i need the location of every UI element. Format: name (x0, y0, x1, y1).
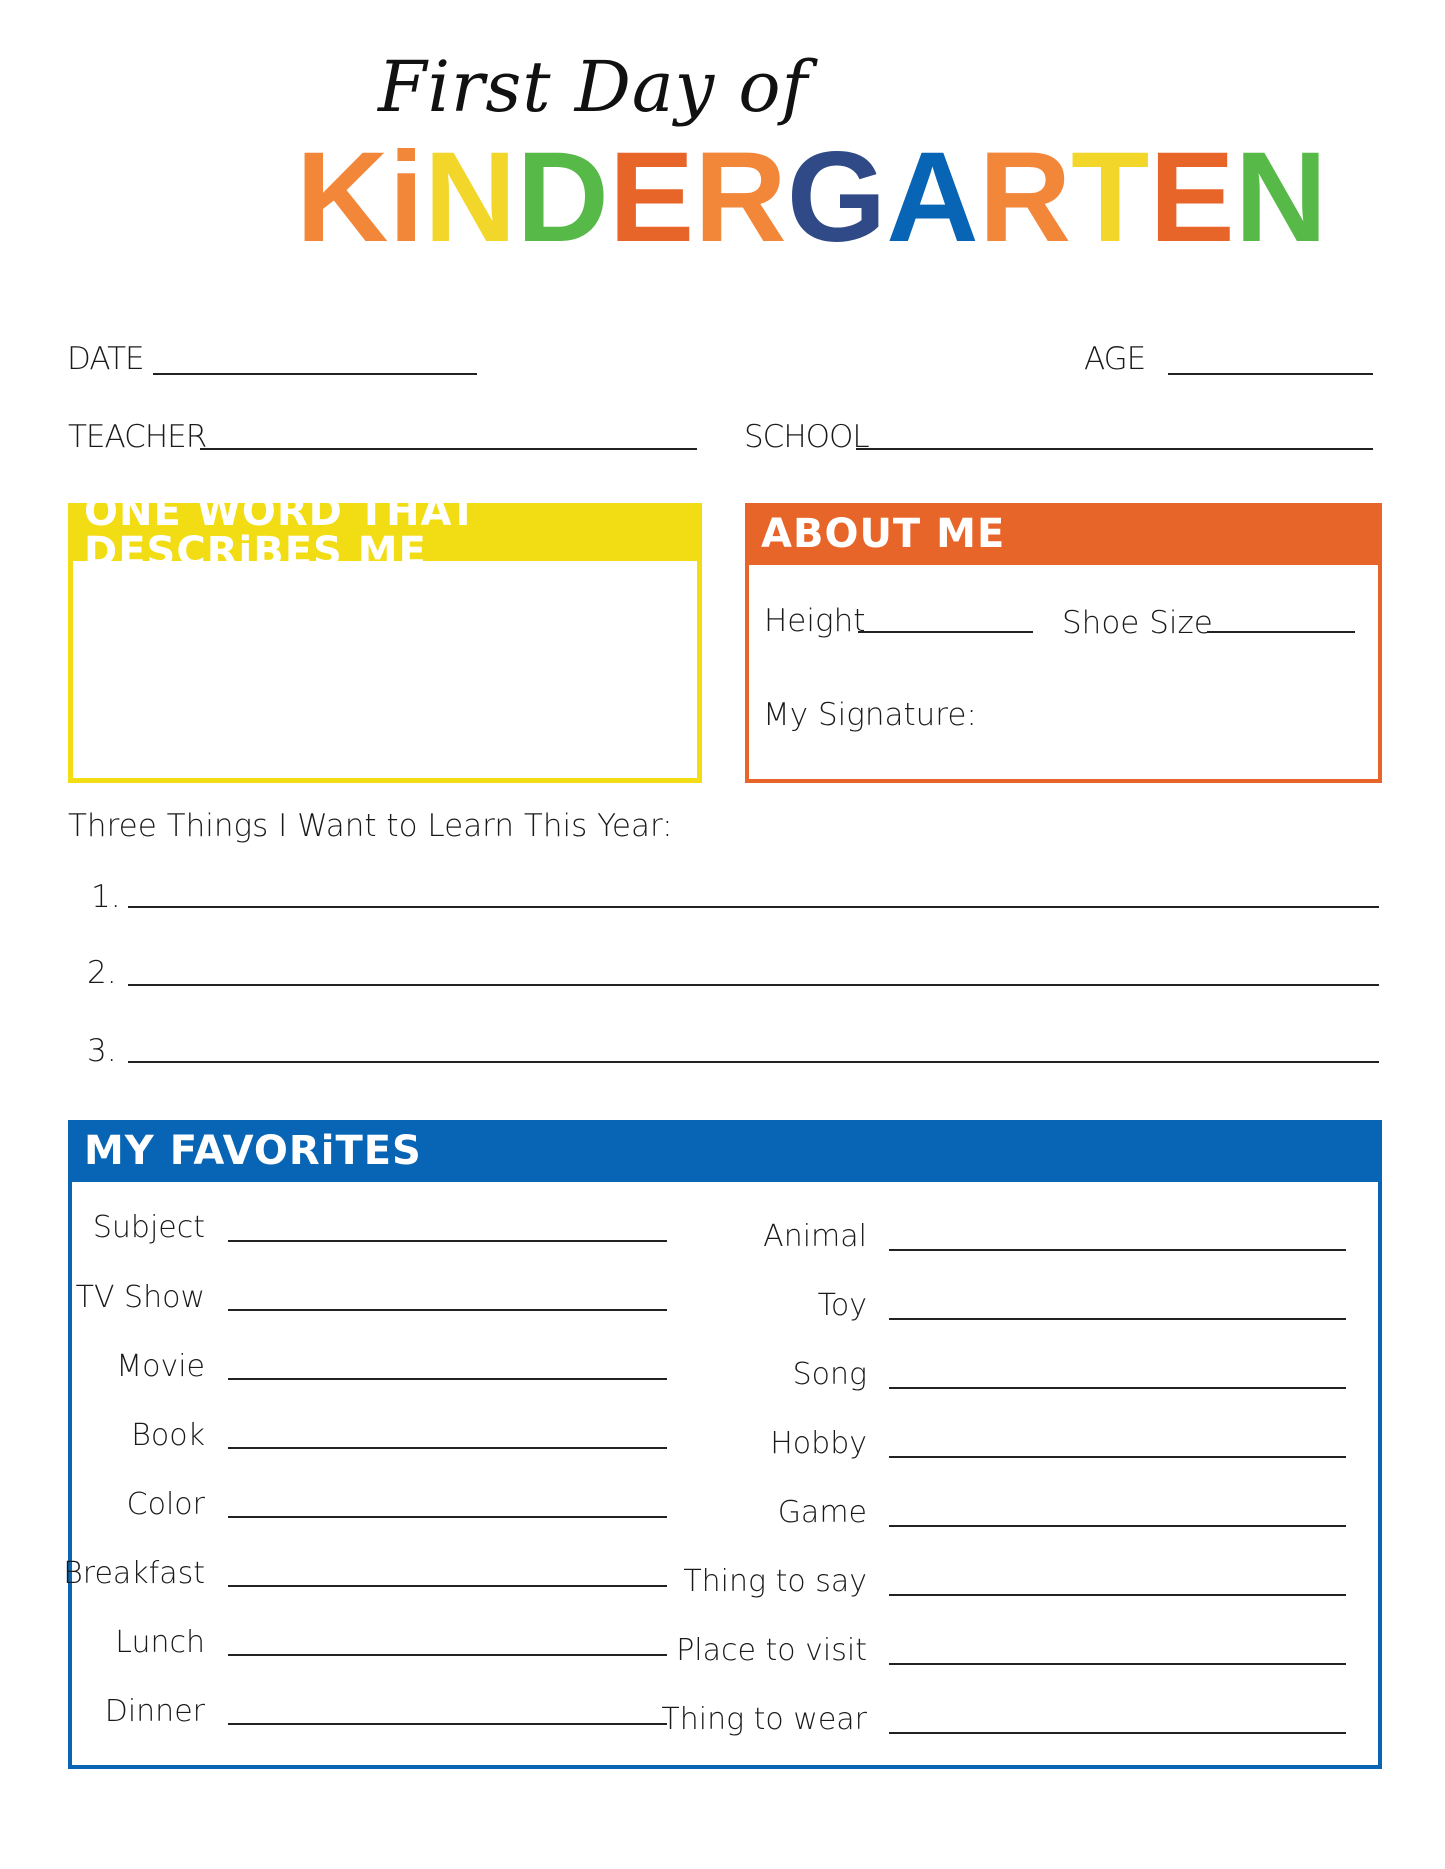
favorite-line-place-to-visit[interactable] (889, 1663, 1346, 1665)
favorite-line-toy[interactable] (889, 1318, 1346, 1320)
favorite-label-breakfast: Breakfast (63, 1556, 205, 1591)
favorite-label-book: Book (131, 1418, 205, 1453)
favorite-label-subject: Subject (92, 1210, 205, 1245)
title-letter: K (296, 126, 389, 269)
learn-item-number: 2. (87, 955, 117, 991)
teacher-label: TEACHER (68, 419, 207, 455)
title-letter: R (978, 126, 1072, 269)
favorite-label-toy: Toy (817, 1288, 867, 1323)
favorites-box (68, 1120, 1382, 1769)
age-label: AGE (1084, 341, 1146, 377)
favorite-line-dinner[interactable] (228, 1723, 667, 1725)
learn-prompt: Three Things I Want to Learn This Year: (68, 808, 673, 844)
favorite-line-thing-to-say[interactable] (889, 1594, 1346, 1596)
learn-line-2[interactable] (128, 984, 1379, 986)
learn-line-1[interactable] (128, 906, 1379, 908)
title-letter: i (388, 126, 424, 269)
shoe-size-label: Shoe Size (1062, 605, 1213, 641)
date-label: DATE (67, 341, 144, 377)
age-line[interactable] (1168, 373, 1373, 375)
favorite-line-hobby[interactable] (889, 1456, 1346, 1458)
signature-label: My Signature: (763, 697, 977, 733)
title-letter: G (786, 126, 887, 269)
favorite-line-animal[interactable] (889, 1249, 1346, 1251)
title-letter: E (608, 126, 695, 269)
shoe-size-line[interactable] (1207, 631, 1355, 633)
title-kindergarten (296, 126, 1328, 269)
learn-line-3[interactable] (128, 1061, 1379, 1063)
title-letter: N (424, 126, 517, 269)
one-word-box[interactable] (68, 489, 702, 783)
favorite-line-book[interactable] (228, 1447, 667, 1449)
favorite-line-subject[interactable] (228, 1240, 667, 1242)
favorite-line-game[interactable] (889, 1525, 1346, 1527)
favorite-line-song[interactable] (889, 1387, 1346, 1389)
about-me-header: ABOUT ME (745, 503, 1382, 565)
favorite-label-movie: Movie (116, 1349, 205, 1384)
favorite-label-animal: Animal (763, 1219, 867, 1254)
favorite-label-color: Color (126, 1487, 205, 1522)
learn-item-number: 1. (91, 879, 121, 915)
school-line[interactable] (856, 448, 1373, 450)
title-letter: R (694, 126, 787, 269)
favorite-label-lunch: Lunch (115, 1625, 205, 1660)
favorite-line-color[interactable] (228, 1516, 667, 1518)
title-letter: T (1071, 126, 1150, 269)
title-script: First Day of (378, 46, 809, 128)
height-line[interactable] (858, 631, 1033, 633)
favorite-label-place-to-visit: Place to visit (676, 1633, 867, 1668)
favorites-header: MY FAVORiTES (68, 1120, 1382, 1182)
favorite-line-movie[interactable] (228, 1378, 667, 1380)
title-letter: D (516, 126, 609, 269)
date-line[interactable] (153, 373, 477, 375)
favorite-label-thing-to-say: Thing to say (683, 1564, 867, 1599)
favorite-label-thing-to-wear: Thing to wear (661, 1702, 867, 1737)
title-letter: E (1149, 126, 1235, 269)
favorite-line-breakfast[interactable] (228, 1585, 667, 1587)
school-label: SCHOOL (744, 419, 869, 455)
about-me-box (745, 503, 1382, 783)
one-word-header: ONE WORD THAT DESCRiBES ME (68, 503, 702, 561)
favorite-line-lunch[interactable] (228, 1654, 667, 1656)
learn-item-number: 3. (87, 1033, 117, 1069)
teacher-line[interactable] (200, 448, 697, 450)
favorite-label-dinner: Dinner (104, 1694, 205, 1729)
title-letter: N (1234, 126, 1328, 269)
title-letter: A (886, 126, 979, 269)
favorite-label-tv-show: TV Show (75, 1280, 205, 1315)
favorite-label-game: Game (777, 1495, 867, 1530)
favorite-label-song: Song (792, 1357, 867, 1392)
favorite-line-tv-show[interactable] (228, 1309, 667, 1311)
favorite-label-hobby: Hobby (770, 1426, 867, 1461)
favorite-line-thing-to-wear[interactable] (889, 1732, 1346, 1734)
height-label: Height (764, 603, 866, 639)
